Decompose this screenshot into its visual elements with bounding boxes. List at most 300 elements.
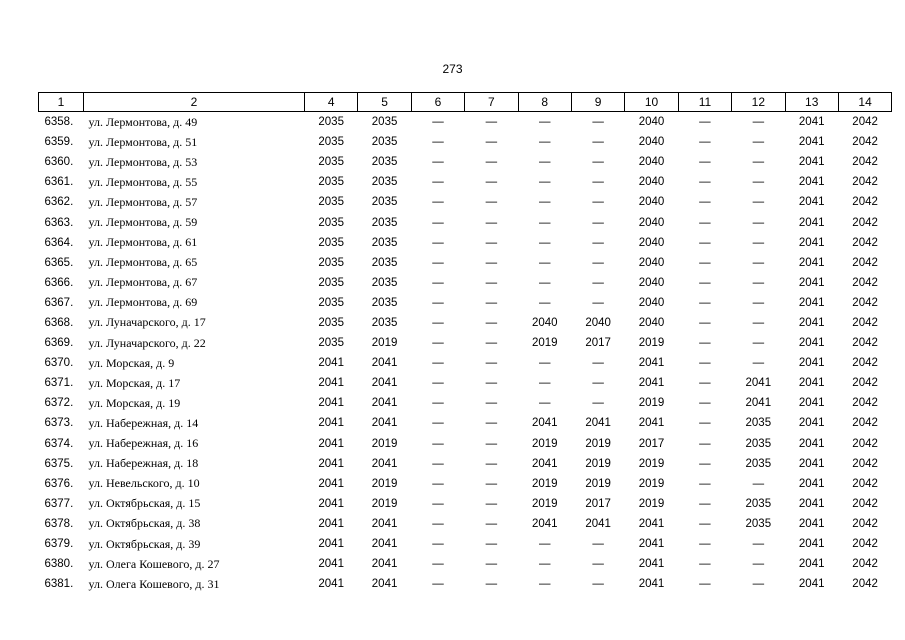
year-cell: — (699, 517, 711, 530)
column-header: 13 (785, 93, 838, 112)
year-cell: 2041 (798, 136, 825, 149)
year-cell: — (699, 377, 711, 390)
year-cell: 2040 (638, 316, 665, 329)
year-cell: — (432, 337, 444, 350)
year-cell: 2035 (371, 276, 398, 289)
year-cell: 2041 (371, 397, 398, 410)
year-cell: — (432, 517, 444, 530)
year-cell: — (485, 477, 498, 490)
year-cell: 2035 (371, 236, 398, 249)
year-cell: 2041 (798, 377, 825, 390)
table-row (39, 152, 892, 172)
address-cell: ул. Морская, д. 9 (88, 355, 175, 370)
year-cell: 2040 (638, 256, 665, 269)
year-cell: 2041 (371, 417, 398, 430)
year-cell: 2041 (798, 176, 825, 189)
year-cell: — (752, 578, 765, 591)
address-cell: ул. Луначарского, д. 17 (88, 315, 206, 330)
year-cell: 2041 (798, 497, 825, 510)
year-cell: — (699, 156, 711, 169)
year-cell: 2035 (745, 517, 772, 530)
year-cell: 2041 (798, 116, 825, 129)
year-cell: — (539, 196, 551, 209)
year-cell: 2041 (638, 417, 665, 430)
row-number-cell: 6378. (44, 517, 74, 530)
year-cell: 2019 (638, 497, 665, 510)
year-cell: — (592, 236, 604, 249)
year-cell: — (432, 417, 444, 430)
year-cell: 2040 (638, 116, 665, 129)
address-cell: ул. Морская, д. 19 (88, 395, 181, 410)
header-row (39, 93, 892, 112)
column-header: 7 (465, 93, 518, 112)
year-cell: 2019 (585, 477, 611, 490)
row-number-cell: 6361. (44, 176, 74, 189)
year-cell: 2041 (798, 296, 825, 309)
year-cell: 2041 (371, 578, 398, 591)
year-cell: — (432, 296, 444, 309)
year-cell: 2042 (852, 397, 878, 410)
year-cell: — (752, 538, 765, 551)
year-cell: 2041 (745, 397, 772, 410)
table-row (39, 132, 892, 152)
year-cell: — (432, 357, 444, 370)
year-cell: — (432, 276, 444, 289)
year-cell: — (485, 176, 498, 189)
year-cell: — (699, 417, 711, 430)
year-cell: — (752, 196, 765, 209)
year-cell: — (539, 276, 551, 289)
year-cell: — (699, 216, 711, 229)
year-cell: 2041 (745, 377, 772, 390)
row-number-cell: 6379. (44, 538, 74, 551)
year-cell: 2041 (531, 517, 558, 530)
year-cell: 2017 (638, 437, 665, 450)
row-number-cell: 6362. (44, 196, 74, 209)
year-cell: — (752, 477, 765, 490)
year-cell: 2041 (638, 538, 665, 551)
year-cell: 2035 (371, 156, 398, 169)
year-cell: 2042 (852, 156, 878, 169)
year-cell: 2035 (318, 256, 344, 269)
year-cell: 2035 (318, 337, 344, 350)
year-cell: 2041 (798, 276, 825, 289)
year-cell: — (539, 136, 551, 149)
year-cell: — (752, 296, 765, 309)
table-row (39, 574, 892, 594)
year-cell: — (592, 296, 604, 309)
year-cell: 2042 (852, 457, 878, 470)
year-cell: 2035 (318, 176, 344, 189)
table-row (39, 413, 892, 433)
row-number-cell: 6381. (44, 578, 74, 591)
address-cell: ул. Лермонтова, д. 65 (88, 255, 198, 270)
year-cell: 2019 (531, 477, 558, 490)
year-cell: 2041 (318, 497, 344, 510)
year-cell: — (432, 316, 444, 329)
year-cell: 2041 (585, 417, 611, 430)
year-cell: 2035 (371, 136, 398, 149)
year-cell: 2041 (371, 357, 398, 370)
table-row (39, 373, 892, 393)
year-cell: — (592, 156, 604, 169)
year-cell: 2041 (798, 417, 825, 430)
column-header: 2 (84, 93, 305, 112)
year-cell: 2035 (371, 256, 398, 269)
table-row (39, 212, 892, 232)
year-cell: 2041 (318, 417, 344, 430)
year-cell: — (539, 397, 551, 410)
year-cell: — (485, 276, 498, 289)
year-cell: 2041 (318, 517, 344, 530)
year-cell: 2040 (638, 176, 665, 189)
table-row (39, 233, 892, 253)
year-cell: — (432, 377, 444, 390)
year-cell: 2041 (798, 156, 825, 169)
address-cell: ул. Лермонтова, д. 51 (88, 134, 198, 149)
year-cell: — (699, 256, 711, 269)
address-cell: ул. Луначарского, д. 22 (88, 335, 206, 350)
address-cell: ул. Набережная, д. 16 (88, 436, 199, 451)
address-cell: ул. Лермонтова, д. 55 (88, 174, 198, 189)
year-cell: 2041 (318, 578, 344, 591)
year-cell: 2035 (371, 176, 398, 189)
year-cell: — (592, 256, 604, 269)
year-cell: 2035 (318, 216, 344, 229)
year-cell: — (432, 176, 444, 189)
year-cell: 2041 (318, 397, 344, 410)
data-table (38, 92, 892, 594)
address-cell: ул. Лермонтова, д. 59 (88, 215, 198, 230)
year-cell: — (592, 196, 604, 209)
year-cell: — (485, 316, 498, 329)
year-cell: — (539, 176, 551, 189)
row-number-cell: 6375. (44, 457, 74, 470)
year-cell: — (752, 276, 765, 289)
year-cell: 2019 (531, 437, 558, 450)
address-cell: ул. Октябрьская, д. 38 (88, 516, 201, 531)
year-cell: 2035 (745, 417, 772, 430)
year-cell: 2041 (798, 216, 825, 229)
year-cell: 2041 (798, 397, 825, 410)
table-row (39, 273, 892, 293)
year-cell: 2041 (318, 457, 344, 470)
year-cell: — (592, 538, 604, 551)
year-cell: 2042 (852, 337, 878, 350)
year-cell: 2041 (798, 578, 825, 591)
year-cell: — (432, 216, 444, 229)
year-cell: — (592, 116, 604, 129)
year-cell: — (539, 256, 551, 269)
year-cell: 2040 (638, 196, 665, 209)
year-cell: — (592, 216, 604, 229)
column-header: 10 (625, 93, 678, 112)
year-cell: — (485, 457, 498, 470)
year-cell: 2042 (852, 196, 878, 209)
year-cell: 2035 (318, 296, 344, 309)
address-cell: ул. Октябрьская, д. 15 (88, 496, 201, 511)
table-row (39, 293, 892, 313)
table-row (39, 172, 892, 192)
year-cell: 2041 (638, 558, 665, 571)
year-cell: 2035 (318, 316, 344, 329)
year-cell: — (539, 296, 551, 309)
column-header: 8 (518, 93, 571, 112)
year-cell: 2017 (585, 497, 611, 510)
column-header: 4 (305, 93, 358, 112)
year-cell: 2042 (852, 276, 878, 289)
table-row (39, 333, 892, 353)
year-cell: 2041 (318, 558, 344, 571)
year-cell: — (485, 437, 498, 450)
year-cell: — (699, 397, 711, 410)
row-number-cell: 6372. (44, 397, 74, 410)
year-cell: — (699, 477, 711, 490)
year-cell: — (699, 116, 711, 129)
year-cell: 2035 (318, 196, 344, 209)
year-cell: 2019 (638, 397, 665, 410)
address-cell: ул. Лермонтова, д. 53 (88, 154, 198, 169)
row-number-cell: 6373. (44, 417, 74, 430)
table-row (39, 313, 892, 333)
year-cell: — (592, 176, 604, 189)
year-cell: — (539, 357, 551, 370)
year-cell: 2041 (798, 196, 825, 209)
year-cell: — (485, 558, 498, 571)
year-cell: 2041 (798, 457, 825, 470)
year-cell: — (699, 316, 711, 329)
year-cell: 2042 (852, 176, 878, 189)
year-cell: 2042 (852, 256, 878, 269)
year-cell: — (539, 377, 551, 390)
page-number: 273 (442, 62, 463, 76)
year-cell: — (752, 176, 765, 189)
address-cell: ул. Октябрьская, д. 39 (88, 536, 201, 551)
year-cell: 2041 (798, 538, 825, 551)
year-cell: 2019 (585, 457, 611, 470)
year-cell: 2035 (745, 457, 772, 470)
year-cell: 2041 (638, 578, 665, 591)
year-cell: — (699, 276, 711, 289)
year-cell: 2041 (798, 437, 825, 450)
year-cell: 2042 (852, 558, 878, 571)
year-cell: 2041 (798, 558, 825, 571)
year-cell: — (485, 296, 498, 309)
year-cell: — (752, 156, 765, 169)
year-cell: — (485, 357, 498, 370)
year-cell: 2042 (852, 296, 878, 309)
year-cell: — (432, 136, 444, 149)
year-cell: 2041 (798, 256, 825, 269)
year-cell: 2035 (318, 116, 344, 129)
year-cell: 2041 (318, 538, 344, 551)
row-number-cell: 6363. (44, 216, 74, 229)
year-cell: — (539, 578, 551, 591)
table-row (39, 514, 892, 534)
year-cell: 2041 (531, 457, 558, 470)
year-cell: 2035 (318, 276, 344, 289)
address-cell: ул. Лермонтова, д. 57 (88, 194, 198, 209)
row-number-cell: 6377. (44, 497, 74, 510)
year-cell: — (485, 517, 498, 530)
year-cell: 2040 (638, 276, 665, 289)
year-cell: 2019 (638, 457, 665, 470)
year-cell: — (485, 196, 498, 209)
year-cell: — (432, 578, 444, 591)
year-cell: 2017 (585, 337, 611, 350)
column-header: 6 (411, 93, 464, 112)
year-cell: — (592, 558, 604, 571)
row-number-cell: 6367. (44, 296, 74, 309)
year-cell: — (539, 216, 551, 229)
year-cell: — (592, 578, 604, 591)
year-cell: — (485, 377, 498, 390)
year-cell: — (432, 256, 444, 269)
year-cell: — (485, 497, 498, 510)
year-cell: — (699, 558, 711, 571)
year-cell: 2041 (371, 517, 398, 530)
row-number-cell: 6365. (44, 256, 74, 269)
year-cell: — (485, 216, 498, 229)
year-cell: 2019 (371, 437, 398, 450)
year-cell: 2041 (318, 477, 344, 490)
year-cell: 2042 (852, 517, 878, 530)
year-cell: 2019 (638, 477, 665, 490)
year-cell: — (699, 578, 711, 591)
year-cell: 2042 (852, 216, 878, 229)
year-cell: — (432, 437, 444, 450)
year-cell: 2041 (798, 236, 825, 249)
year-cell: 2041 (638, 377, 665, 390)
year-cell: — (752, 136, 765, 149)
year-cell: 2040 (638, 156, 665, 169)
year-cell: — (752, 116, 765, 129)
year-cell: — (699, 457, 711, 470)
year-cell: — (485, 236, 498, 249)
year-cell: — (699, 176, 711, 189)
year-cell: 2042 (852, 538, 878, 551)
table-row (39, 253, 892, 273)
year-cell: 2035 (371, 216, 398, 229)
table-row (39, 393, 892, 413)
column-header: 9 (571, 93, 624, 112)
year-cell: — (699, 136, 711, 149)
year-cell: 2042 (852, 236, 878, 249)
year-cell: 2019 (585, 437, 611, 450)
year-cell: — (432, 397, 444, 410)
address-cell: ул. Лермонтова, д. 61 (88, 235, 198, 250)
column-header: 1 (39, 93, 84, 112)
year-cell: — (592, 136, 604, 149)
year-cell: — (485, 578, 498, 591)
year-cell: 2035 (371, 296, 398, 309)
year-cell: — (485, 136, 498, 149)
year-cell: 2041 (531, 417, 558, 430)
year-cell: 2019 (371, 477, 398, 490)
year-cell: 2019 (371, 337, 398, 350)
year-cell: — (485, 337, 498, 350)
row-number-cell: 6359. (44, 136, 74, 149)
year-cell: — (485, 417, 498, 430)
year-cell: 2040 (638, 296, 665, 309)
address-cell: ул. Набережная, д. 18 (88, 456, 199, 471)
row-number-cell: 6370. (44, 357, 74, 370)
year-cell: 2040 (585, 316, 611, 329)
year-cell: — (539, 236, 551, 249)
year-cell: — (432, 236, 444, 249)
year-cell: — (539, 156, 551, 169)
year-cell: 2041 (318, 357, 344, 370)
year-cell: 2040 (531, 316, 558, 329)
row-number-cell: 6364. (44, 236, 74, 249)
address-cell: ул. Олега Кошевого, д. 27 (88, 556, 220, 571)
column-header: 14 (838, 93, 891, 112)
year-cell: 2041 (318, 377, 344, 390)
address-cell: ул. Набережная, д. 14 (88, 415, 199, 430)
year-cell: 2040 (638, 136, 665, 149)
year-cell: 2042 (852, 377, 878, 390)
year-cell: — (432, 196, 444, 209)
table-row (39, 534, 892, 554)
year-cell: — (752, 357, 765, 370)
table-row (39, 474, 892, 494)
year-cell: 2040 (638, 236, 665, 249)
year-cell: — (592, 276, 604, 289)
year-cell: — (752, 236, 765, 249)
year-cell: — (485, 397, 498, 410)
year-cell: — (752, 216, 765, 229)
year-cell: 2042 (852, 477, 878, 490)
year-cell: — (699, 437, 711, 450)
address-cell: ул. Невельского, д. 10 (88, 476, 200, 491)
row-number-cell: 6358. (44, 116, 74, 129)
row-number-cell: 6374. (44, 437, 74, 450)
year-cell: 2040 (638, 216, 665, 229)
year-cell: 2041 (798, 517, 825, 530)
year-cell: 2042 (852, 116, 878, 129)
table-row (39, 454, 892, 474)
table-row (39, 494, 892, 514)
table-body (39, 112, 892, 595)
year-cell: — (432, 538, 444, 551)
table-row (39, 192, 892, 212)
year-cell: 2042 (852, 316, 878, 329)
year-cell: — (752, 337, 765, 350)
year-cell: — (699, 236, 711, 249)
year-cell: — (485, 538, 498, 551)
address-cell: ул. Морская, д. 17 (88, 375, 181, 390)
year-cell: — (432, 156, 444, 169)
row-number-cell: 6380. (44, 558, 74, 571)
year-cell: — (752, 316, 765, 329)
year-cell: 2041 (371, 377, 398, 390)
year-cell: 2042 (852, 497, 878, 510)
row-number-cell: 6369. (44, 337, 74, 350)
year-cell: — (699, 497, 711, 510)
year-cell: 2041 (371, 538, 398, 551)
row-number-cell: 6371. (44, 377, 74, 390)
year-cell: 2035 (371, 316, 398, 329)
table-row (39, 112, 892, 133)
year-cell: 2041 (318, 437, 344, 450)
address-cell: ул. Лермонтова, д. 49 (88, 114, 198, 129)
year-cell: — (699, 538, 711, 551)
row-number-cell: 6360. (44, 156, 74, 169)
year-cell: 2019 (531, 337, 558, 350)
year-cell: 2041 (638, 357, 665, 370)
address-cell: ул. Олега Кошевого, д. 31 (88, 576, 220, 591)
address-cell: ул. Лермонтова, д. 67 (88, 275, 198, 290)
